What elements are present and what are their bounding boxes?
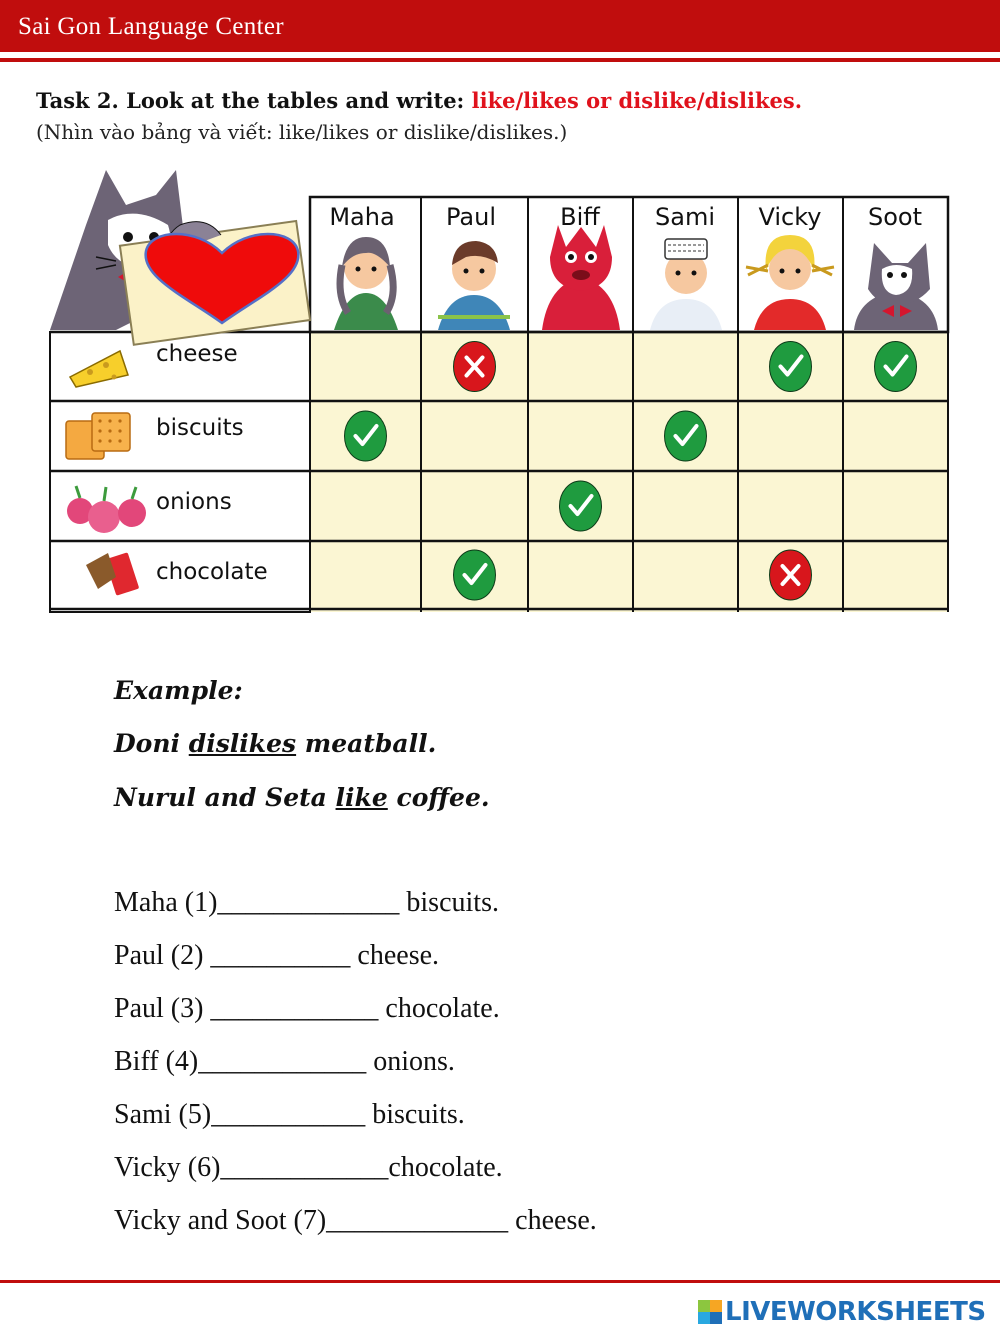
example-1-word: dislikes — [188, 729, 297, 758]
task-highlight: like/likes or dislike/dislikes. — [471, 88, 803, 113]
brand-name: LIVEWORKSHEETS — [725, 1297, 986, 1327]
example-2-word: like — [335, 783, 388, 812]
example-line-1 — [114, 729, 436, 758]
example-1-after: meatball. — [296, 729, 437, 758]
exercise-6[interactable]: Vicky (6)____________chocolate. — [114, 1152, 503, 1183]
center-title: Sai Gon Language Center — [18, 13, 284, 40]
liveworksheets-logo-icon — [698, 1300, 722, 1324]
task-instruction — [36, 88, 802, 113]
footer-divider — [0, 1280, 1000, 1283]
example-heading: Example: — [114, 676, 243, 705]
preference-table — [46, 165, 950, 615]
dislike-mark-icon — [770, 550, 812, 600]
food-label-cheese: cheese — [156, 341, 238, 367]
exercise-1[interactable]: Maha (1)_____________ biscuits. — [114, 887, 499, 918]
header-divider — [0, 58, 1000, 62]
liveworksheets-logo — [698, 1295, 986, 1329]
exercise-7[interactable]: Vicky and Soot (7)_____________ cheese. — [114, 1205, 597, 1236]
like-mark-icon — [454, 550, 496, 600]
like-mark-icon — [345, 411, 387, 461]
like-mark-icon — [665, 411, 707, 461]
example-line-2 — [114, 783, 490, 812]
task-subtitle: (Nhìn vào bảng và viết: like/likes or dislike/dislikes.) — [36, 120, 568, 144]
person-name-paul: Paul — [446, 203, 496, 231]
example-2-before: Nurul and Seta — [114, 783, 336, 812]
person-name-sami: Sami — [655, 203, 715, 231]
person-name-vicky: Vicky — [758, 203, 822, 231]
example-1-before: Doni — [114, 729, 189, 758]
exercise-2[interactable]: Paul (2) __________ cheese. — [114, 940, 440, 971]
task-label: Task 2. Look at the tables and write: — [36, 88, 472, 113]
exercise-4[interactable]: Biff (4)____________ onions. — [114, 1046, 455, 1077]
like-mark-icon — [560, 481, 602, 531]
person-name-biff: Biff — [560, 203, 600, 231]
example-2-after: coffee. — [387, 783, 490, 812]
exercise-3[interactable]: Paul (3) ____________ chocolate. — [114, 993, 500, 1024]
table-graphic — [46, 165, 950, 615]
like-mark-icon — [875, 342, 917, 392]
exercise-5[interactable]: Sami (5)___________ biscuits. — [114, 1099, 465, 1130]
header-bar — [0, 0, 1000, 52]
like-mark-icon — [770, 342, 812, 392]
food-label-chocolate: chocolate — [156, 559, 268, 585]
food-label-onions: onions — [156, 489, 232, 515]
person-name-maha: Maha — [329, 203, 395, 231]
dislike-mark-icon — [454, 342, 496, 392]
person-name-soot: Soot — [867, 203, 922, 231]
food-label-biscuits: biscuits — [156, 415, 244, 441]
